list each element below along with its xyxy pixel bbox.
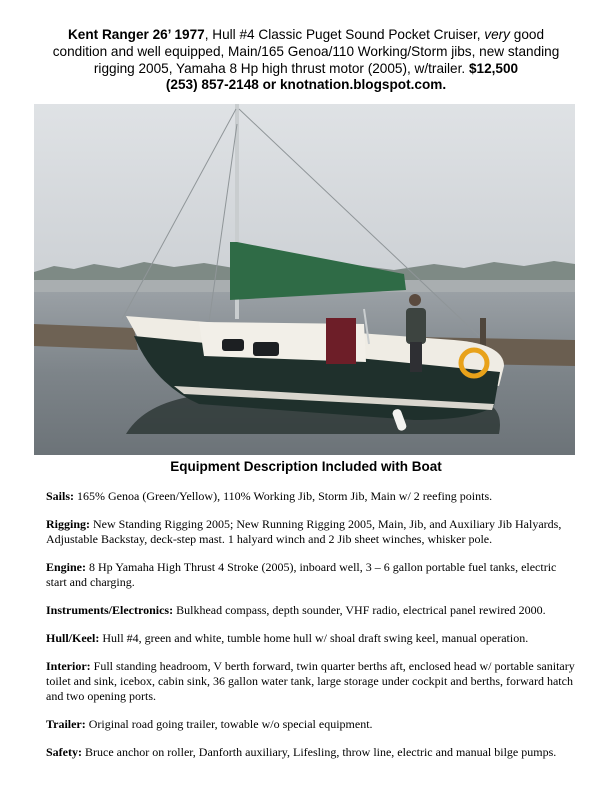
equipment-list [46,489,578,773]
boat-photo [34,104,575,455]
item-rigging [46,517,578,547]
item-hull-keel [46,631,578,646]
listing-emphasis: very [484,27,510,42]
item-interior [46,659,578,704]
companionway [326,318,356,364]
dock-left [34,324,138,350]
item-sails [46,489,578,504]
item-text: Hull #4, green and white, tumble home hull w/ shoal draft swing keel, manual operation. [99,631,529,645]
item-label: Rigging: [46,517,91,531]
item-label: Engine: [46,560,87,574]
item-text: 8 Hp Yamaha High Thrust 4 Stroke (2005), inboard well, 3 – 6 gallon portable fuel tanks, electric start and charging. [46,560,557,589]
item-instruments [46,603,578,618]
person-legs [410,342,422,372]
item-label: Trailer: [46,717,86,731]
item-label: Hull/Keel: [46,631,100,645]
item-label: Sails: [46,489,75,503]
listing-contact: (253) 857-2148 or knotnation.blogspot.com. [165,77,447,93]
listing-title: Kent Ranger 26’ 1977 [67,27,205,42]
item-text: Bruce anchor on roller, Danforth auxiliary, Lifesling, throw line, electric and manual bilge pumps. [82,745,557,759]
item-text: Full standing headroom, V berth forward, twin quarter berths aft, enclosed head w/ portable sanitary toilet and sink, icebox, cabin sink, 36 gallon water tank, large storage under cockpit and berths, forward hatch and two opening ports. [46,659,575,703]
cabin-port-1 [222,339,244,351]
item-engine [46,560,578,590]
item-safety [46,745,578,760]
listing-desc-b: good condition and well equipped, Main/165 Genoa/110 Working/Storm jibs, new standing rigging 2005, Yamaha 8 Hp high thrust motor (2005), w/trailer. [52,27,560,76]
item-label: Interior: [46,659,91,673]
item-text: 165% Genoa (Green/Yellow), 110% Working Jib, Storm Jib, Main w/ 2 reefing points. [74,489,493,503]
item-label: Safety: [46,745,82,759]
person-body [406,308,426,344]
sky [34,104,575,279]
listing-header [40,27,572,94]
cabin-port-2 [253,342,279,356]
item-text: Original road going trailer, towable w/o special equipment. [85,717,373,731]
item-trailer [46,717,578,732]
listing-desc-a: , Hull #4 Classic Puget Sound Pocket Cruiser, [204,27,485,42]
listing-price: $12,500 [468,60,519,76]
item-text: New Standing Rigging 2005; New Running Rigging 2005, Main, Jib, and Auxiliary Jib Halyards, Adjustable Backstay, deck-step mast. 1 halyard winch and 2 Jib sheet winches, whisker pole. [46,517,562,546]
item-text: Bulkhead compass, depth sounder, VHF radio, electrical panel rewired 2000. [173,603,546,617]
person-head [409,294,421,306]
equipment-title: Equipment Description Included with Boat [170,459,442,474]
item-label: Instruments/Electronics: [46,603,174,617]
